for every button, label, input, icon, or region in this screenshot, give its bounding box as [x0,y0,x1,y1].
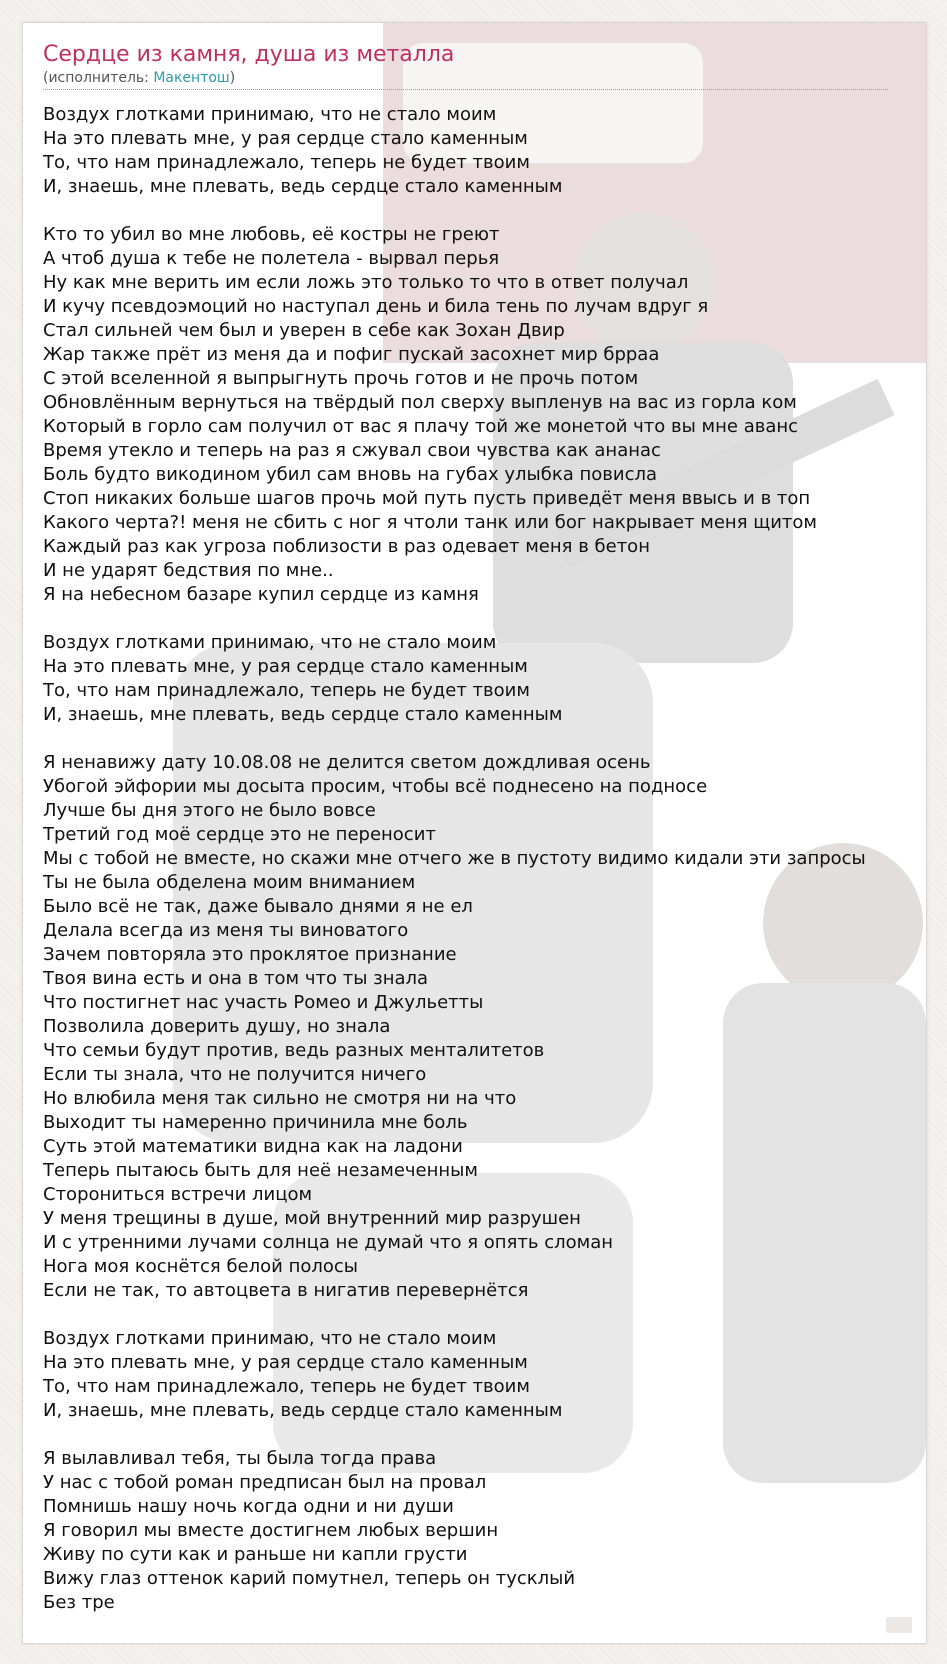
stanza [43,631,926,727]
lyric-line: Воздух глотками принимаю, что не стало моим [43,1328,497,1349]
lyric-line: Но влюбила меня так сильно не смотря ни на что [43,1088,517,1109]
lyric-line: Какого черта?! меня не сбить с ног я чтоли танк или бог накрывает меня щитом [43,512,817,533]
lyric-line: Без тре [43,1592,115,1613]
lyric-line: Стоп никаких больше шагов прочь мой путь пусть приведёт меня ввысь и в топ [43,488,811,509]
lyric-line: Если не так, то автоцвета в нигатив перевернётся [43,1280,529,1301]
lyric-line: Время утекло и теперь на раз я сжувал свои чувства как ананас [43,440,661,461]
lyric-line: Каждый раз как угроза поблизости в раз одевает меня в бетон [43,536,650,557]
lyric-line: У меня трещины в душе, мой внутренний мир разрушен [43,1208,581,1229]
lyric-line: А чтоб душа к тебе не полетела - вырвал перья [43,248,500,269]
lyric-line: Живу по сути как и раньше ни капли грусти [43,1544,468,1565]
lyric-line: Было всё не так, даже бывало днями я не ел [43,896,473,917]
lyric-line: Я говорил мы вместе достигнем любых вершин [43,1520,499,1541]
lyric-line: Позволила доверить душу, но знала [43,1016,391,1037]
lyric-line: Я вылавливал тебя, ты была тогда права [43,1448,437,1469]
lyrics-card [22,22,927,1644]
lyric-line: Кто то убил во мне любовь, её костры не греют [43,224,500,245]
scroll-top-button[interactable] [886,1617,912,1633]
lyric-line: Вижу глаз оттенок карий помутнел, теперь он тусклый [43,1568,576,1589]
lyric-line: И, знаешь, мне плевать, ведь сердце стало каменным [43,1400,563,1421]
lyric-line: Сторониться встречи лицом [43,1184,313,1205]
lyric-line: Обновлённым вернуться на твёрдый пол сверху выпленув на вас из горла ком [43,392,797,413]
lyric-line: Жар также прёт из меня да и пофиг пускай засохнет мир брраа [43,344,660,365]
lyric-line: Если ты знала, что не получится ничего [43,1064,427,1085]
lyric-line: Делала всегда из меня ты виноватого [43,920,409,941]
lyric-line: Зачем повторяла это проклятое признание [43,944,457,965]
lyric-line: И не ударят бедствия по мне.. [43,560,334,581]
artist-suffix: ) [229,70,236,86]
lyric-line: Третий год моё сердце это не переносит [43,824,436,845]
lyric-line: Воздух глотками принимаю, что не стало моим [43,104,497,125]
lyric-line: Ну как мне верить им если ложь это только то что в ответ получал [43,272,689,293]
lyric-line: Теперь пытаюсь быть для неё незамеченным [43,1160,478,1181]
lyric-line: Что семьи будут против, ведь разных менталитетов [43,1040,545,1061]
stanza [43,1327,926,1423]
lyric-line: Суть этой математики видна как на ладони [43,1136,463,1157]
lyric-line: На это плевать мне, у рая сердце стало каменным [43,1352,528,1373]
lyric-line: То, что нам принадлежало, теперь не будет твоим [43,1376,530,1397]
stanza [43,103,926,199]
artist-link[interactable]: Макентош [153,70,230,86]
stanza [43,223,926,607]
lyrics-body [43,103,926,1615]
lyric-line: И, знаешь, мне плевать, ведь сердце стало каменным [43,704,563,725]
lyric-line: Что постигнет нас участь Ромео и Джульетты [43,992,484,1013]
lyric-line: Который в горло сам получил от вас я плачу той же монетой что вы мне аванс [43,416,799,437]
lyric-line: Воздух глотками принимаю, что не стало моим [43,632,497,653]
lyric-line: Я ненавижу дату 10.08.08 не делится светом дождливая осень [43,752,651,773]
lyric-line: На это плевать мне, у рая сердце стало каменным [43,656,528,677]
song-subtitle [43,69,888,90]
lyric-line: И с утренними лучами солнца не думай что я опять сломан [43,1232,613,1253]
lyric-line: Твоя вина есть и она в том что ты знала [43,968,429,989]
lyric-line: Мы с тобой не вместе, но скажи мне отчего же в пустоту видимо кидали эти запросы [43,848,866,869]
lyric-line: На это плевать мне, у рая сердце стало каменным [43,128,528,149]
lyric-line: И, знаешь, мне плевать, ведь сердце стало каменным [43,176,563,197]
lyric-line: Помнишь нашу ночь когда одни и ни души [43,1496,454,1517]
stanza [43,1447,926,1615]
lyric-line: У нас с тобой роман предписан был на провал [43,1472,487,1493]
lyric-line: Нога моя коснётся белой полосы [43,1256,358,1277]
lyric-line: Лучше бы дня этого не было вовсе [43,800,376,821]
content [43,41,926,1639]
lyric-line: То, что нам принадлежало, теперь не будет твоим [43,152,530,173]
lyric-line: То, что нам принадлежало, теперь не будет твоим [43,680,530,701]
lyric-line: И кучу псевдоэмоций но наступал день и била тень по лучам вдруг я [43,296,709,317]
stanza [43,751,926,1303]
lyric-line: Убогой эйфории мы досыта просим, чтобы всё поднесено на подносе [43,776,708,797]
artist-prefix: (исполнитель: [43,70,154,86]
lyric-line: Ты не была обделена моим вниманием [43,872,416,893]
song-title: Сердце из камня, душа из металла [43,42,455,67]
lyric-line: Я на небесном базаре купил сердце из камня [43,584,479,605]
lyric-line: С этой вселенной я выпрыгнуть прочь готов и не прочь потом [43,368,639,389]
lyric-line: Боль будто викодином убил сам вновь на губах улыбка повисла [43,464,658,485]
lyric-line: Выходит ты намеренно причинила мне боль [43,1112,468,1133]
lyric-line: Стал сильней чем был и уверен в себе как Зохан Двир [43,320,565,341]
